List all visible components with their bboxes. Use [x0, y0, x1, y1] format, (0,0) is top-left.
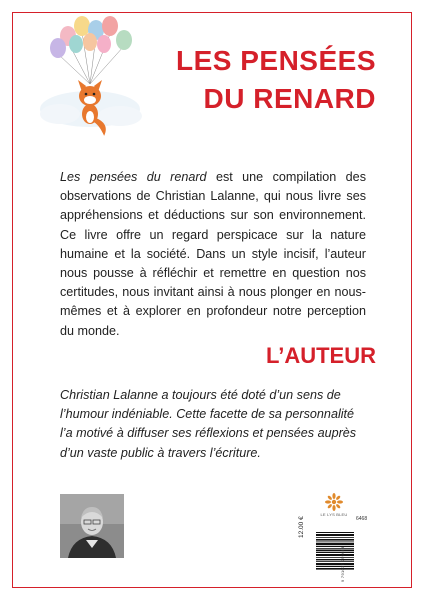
book-title — [146, 42, 376, 118]
title-line-1: LES PENSÉES — [175, 45, 376, 76]
author-heading: L’AUTEUR — [266, 343, 376, 368]
author-photo — [60, 494, 124, 558]
author-bio: Christian Lalanne a toujours été doté d’un sens de l’humour indéniable. Cette facette de sa personnalité l’a motivé à diffuser ses réflexions et pensées auprès d’un vaste public à travers l’écriture. — [60, 388, 357, 460]
summary-text: est une compilation des observations de Christian Lalanne, qui nous livre ses appréhensions et déductions sur son environnement. Ce livre offre un regard perspicace sur la nature humaine et la société. Dans un style incisif, l’auteur nous pousse à réfléchir et remettre en question nos certitudes, nous invitant ainsi à nous plonger en nous-mêmes et à explorer en profondeur notre perception du monde. — [60, 170, 366, 338]
isbn-number: 9 791037 799683 — [340, 546, 345, 582]
fox-balloons-illustration — [30, 14, 150, 144]
barcode — [312, 530, 360, 572]
publisher-name: LE LYS BLEU — [320, 512, 348, 517]
price-label: 12.00 € — [298, 516, 305, 538]
book-summary — [60, 168, 366, 341]
title-line-2: DU RENARD — [203, 83, 376, 114]
summary-book-title: Les pensées du renard — [60, 170, 207, 184]
product-code: 6468 — [356, 516, 368, 522]
